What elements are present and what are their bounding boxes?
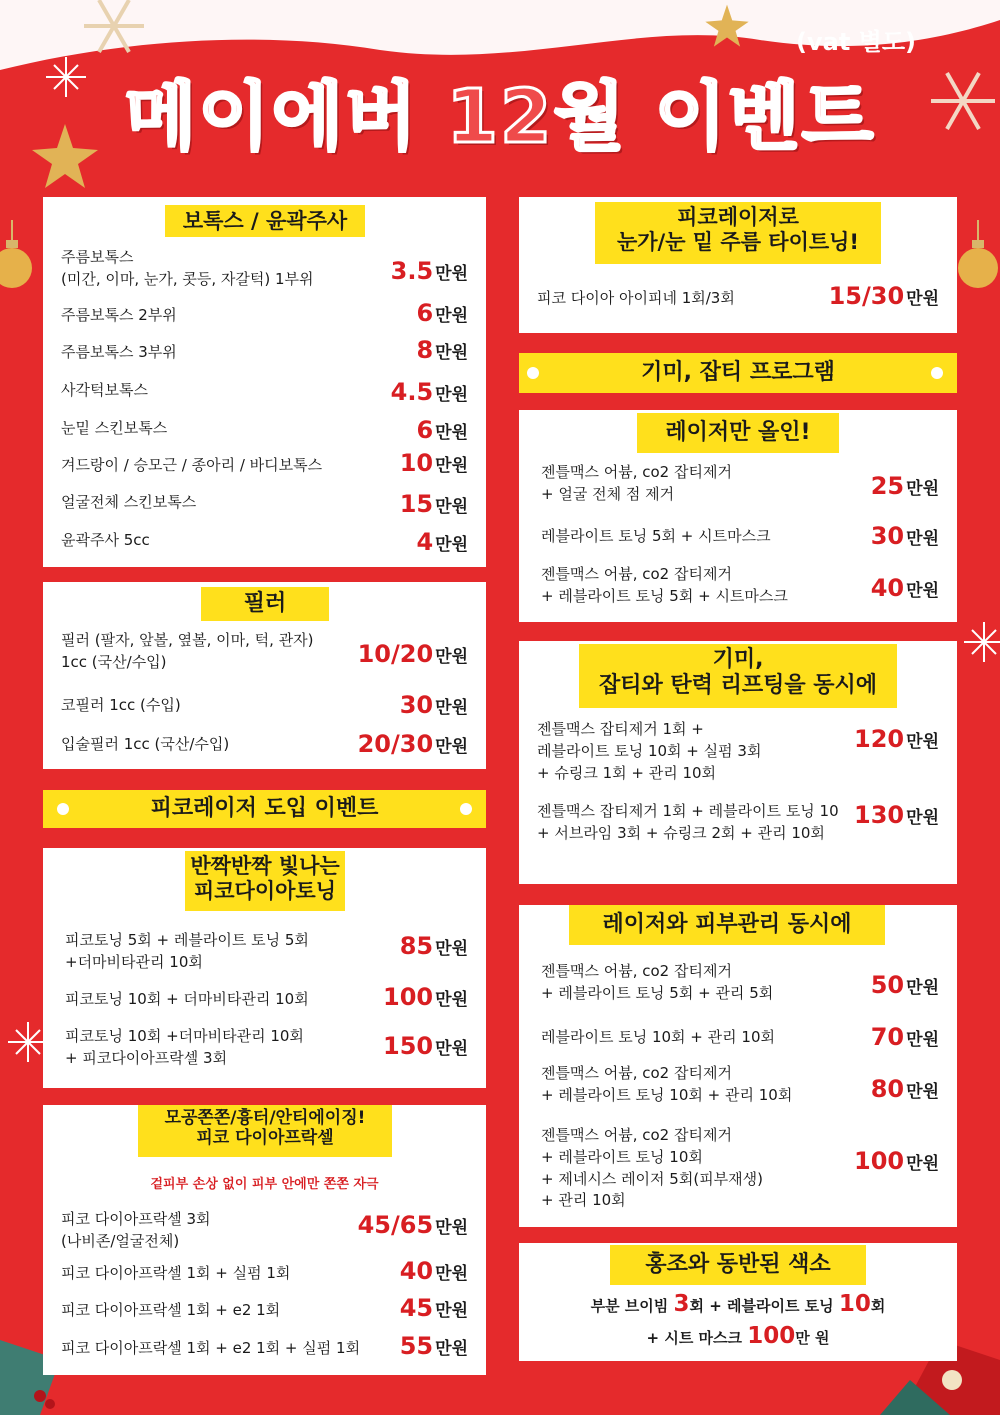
spot-program-banner: 기미, 잡티 프로그램 (519, 353, 957, 393)
section-title: 피코레이저로 눈가/눈 밑 주름 타이트닝! (595, 202, 881, 264)
note-text: 겉피부 손상 없이 피부 안에만 쫀쫀 자극 (150, 1177, 379, 1192)
section-title: 보톡스 / 윤곽주사 (165, 205, 365, 237)
sparkle-icon (962, 620, 1000, 664)
lifting-section: 기미, 잡티와 탄력 리프팅을 동시에 젠틀맥스 잡티제거 1회 + 레블라이트 토닝 10회 + 실펌 3회 + 슈링크 1회 + 관리 10회 120 만원 젠틀맥스 잡티제거 1회 + 레블라이트 토닝 10 + 서브라임 3회 + 슈링크 2회 + 관리 10회 130 만원 (519, 641, 957, 884)
laser-only-section: 레이저만 올인! 젠틀맥스 어븀, co2 잡티제거 + 얼굴 전체 점 제거 25 만원 레블라이트 토닝 5회 + 시트마스크 30 만원 젠틀맥스 어븀, co2 잡티제거 + 레블라이트 토닝 5회 + 시트마스크 40 만원 (519, 410, 957, 622)
ornament-ball-icon (0, 220, 36, 290)
section-title: 레이저만 올인! (637, 413, 839, 453)
botox-section: 보톡스 / 윤곽주사 주름보톡스 (미간, 이마, 눈가, 콧등, 자갈턱) 1부위 3.5 만원 주름보톡스 2부위 6 만원 주름보톡스 3부위 8 만원 사각턱보톡스 4.5 만원 눈밑 스킨보톡스 6 만원 겨드랑이 / 승모근 / 종아리 / 바디보톡스 10 만원 얼굴전체 스킨보톡스 15 만원 윤곽주사 5cc 4 만원 (43, 197, 486, 567)
dot-icon (931, 367, 943, 379)
section-title: 홍조와 동반된 색소 (610, 1245, 866, 1285)
section-title: 모공쫀쫀/흉터/안티에이징! 피코 다이아프락셀 (138, 1105, 392, 1157)
redness-section (519, 1243, 957, 1361)
filler-section: 필러 필러 (팔자, 앞볼, 옆볼, 이마, 턱, 관자) 1cc (국산/수입) 10/20 만원 코필러 1cc (수입) 30 만원 입술필러 1cc (국산/수입) 20/30 만원 (43, 582, 486, 769)
dot-icon (57, 803, 69, 815)
section-title: 반짝반짝 빛나는 피코다이아토닝 (185, 851, 345, 911)
dot-icon (527, 367, 539, 379)
pico-fraxel-section: 모공쫀쫀/흉터/안티에이징! 피코 다이아프락셀 겉피부 손상 없이 피부 안에만 쫀쫀 자극 피코 다이아프락셀 3회 (나비존/얼굴전체) 45/65 만원 피코 다이아프락셀 1회 + 실펌 1회 40 만원 피코 다이아프락셀 1회 + e2 1회 45 만원 피코 다이아프락셀 1회 + e2 1회 + 실펌 1회 55 만원 (43, 1105, 486, 1375)
header (0, 0, 1000, 170)
page-title: 메이에버 12월 이벤트 (124, 74, 876, 160)
pico-eye-section: 피코레이저로 눈가/눈 밑 주름 타이트닝! 피코 다이아 아이피네 1회/3회 15/30 만원 (519, 197, 957, 333)
ornament-ball-icon (954, 220, 1000, 290)
section-title: 필러 (201, 587, 329, 621)
section-title: 기미, 잡티와 탄력 리프팅을 동시에 (579, 644, 897, 708)
laser-care-section: 레이저와 피부관리 동시에 젠틀맥스 어븀, co2 잡티제거 + 레블라이트 토닝 5회 + 관리 5회 50 만원 레블라이트 토닝 10회 + 관리 10회 70 만원 젠틀맥스 어븀, co2 잡티제거 + 레블라이트 토닝 10회 + 관리 10회 80 만원 젠틀맥스 어븀, co2 잡티제거 + 레블라이트 토닝 10회 + 제네시스 레이저 5회(피부재생) + 관리 10회 100 만원 (519, 905, 957, 1227)
section-title: 레이저와 피부관리 동시에 (569, 905, 885, 945)
redness-line-2: + 시트 마스크 100만 원 (646, 1323, 830, 1349)
pico-event-banner: 피코레이저 도입 이벤트 (43, 790, 486, 828)
pico-toning-section: 반짝반짝 빛나는 피코다이아토닝 피코토닝 5회 + 레블라이트 토닝 5회 +더마비타관리 10회 85 만원 피코토닝 10회 + 더마비타관리 10회 100 만원 피코토닝 10회 +더마비타관리 10회 + 피코다이아프락셀 3회 150 만원 (43, 848, 486, 1088)
dot-icon (460, 803, 472, 815)
redness-line-1: 부분 브이빔 3회 + 레블라이트 토닝 10회 (590, 1291, 886, 1317)
vat-note: (vat 별도) (796, 28, 916, 56)
